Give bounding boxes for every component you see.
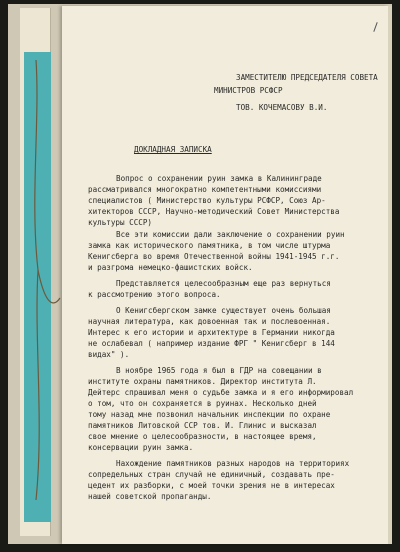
addressee-line-3: ТОВ. КОЧЕМАСОВУ В.И. (236, 103, 328, 112)
body-line: консервации руин замка. (88, 443, 194, 452)
body-line: Вопрос о сохранении руин замка в Калининграде (116, 174, 322, 183)
addressee-line-1: ЗАМЕСТИТЕЛЮ ПРЕДСЕДАТЕЛЯ СОВЕТА (236, 73, 378, 82)
body-line: нашей советской пропаганды. (88, 492, 212, 501)
body-line: Кенигсберга во время Отечественной войны 1941-1945 г.г. (88, 252, 340, 261)
body-line: Дейтерс спрашивал меня о судьбе замка и я его информировал (88, 388, 354, 397)
body-line: видах" ). (88, 350, 130, 359)
body-line: о том, что он сохраняется в руинах. Несколько дней (88, 399, 317, 408)
body-line: замка как исторического памятника, в том числе штурма (88, 241, 331, 250)
body-line: В ноябре 1965 года я был в ГДР на совещании в (116, 366, 322, 375)
body-line: к рассмотрению этого вопроса. (88, 290, 221, 299)
body-line: и разгрома немецко-фашистских войск. (88, 263, 253, 272)
body-line: институте охраны памятников. Директор института Л. (88, 377, 317, 386)
body-line: не ослабевал ( например издание ФРГ " Кенигсберг в 144 (88, 339, 335, 348)
body-line: Интерес к его истории и архитектуре в Германии никогда (88, 328, 335, 337)
body-line: рассматривался многократно компетентными комиссиями (88, 185, 322, 194)
body-line: специалистов ( Министерство культуры РСФСР, Союз Ар- (88, 196, 326, 205)
document-title: ДОКЛАДНАЯ ЗАПИСКА (134, 145, 212, 154)
body-line: цедент их разборки, с моей точки зрения не в интересах (88, 481, 335, 490)
body-line: научная литература, как довоенная так и послевоенная. (88, 317, 331, 326)
body-line: Все эти комиссии дали заключение о сохранении руин (116, 230, 345, 239)
body-line: сопредельных стран случай не единичный, создавать пре- (88, 470, 335, 479)
document-sheet (62, 6, 388, 544)
body-line: хитекторов СССР, Научно-методический Совет Министерства (88, 207, 340, 216)
body-line: памятников Литовской ССР тов. И. Глинис и высказал (88, 421, 317, 430)
sheet-edge (388, 6, 392, 544)
corner-mark (373, 22, 377, 32)
body-line: тому назад мне позвонил начальник инспекции по охране (88, 410, 331, 419)
folder-strip (24, 52, 51, 522)
body-line: О Кенигсбергском замке существует очень большая (116, 306, 331, 315)
addressee-line-2: МИНИСТРОВ РСФСР (214, 86, 283, 95)
body-line: Представляется целесообразным еще раз вернуться (116, 279, 331, 288)
body-line: Нахождение памятников разных народов на территориях (116, 459, 350, 468)
body-line: культуры СССР) (88, 218, 153, 227)
body-line: свое мнение о целесообразности, в настоящее время, (88, 432, 317, 441)
